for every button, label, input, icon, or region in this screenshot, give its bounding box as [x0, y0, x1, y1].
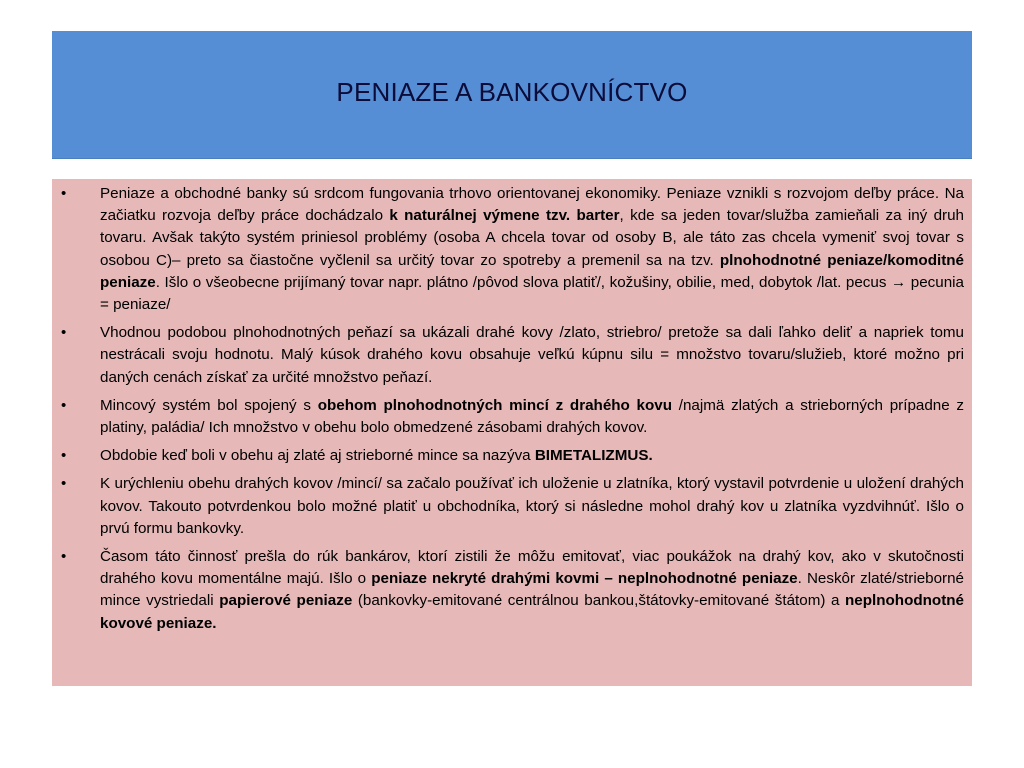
bullet-text: [100, 475, 964, 536]
text-run: . Neskôr zlaté/strieborné mince vystriedali: [100, 570, 964, 610]
bullet-icon: •: [61, 548, 67, 566]
bullet-text: [100, 548, 964, 632]
text-run: Mincový systém bol spojený s: [100, 396, 318, 414]
bullet-icon: •: [61, 475, 67, 493]
bullet-icon: •: [61, 324, 67, 342]
bold-run: neplnohodnotné kovové peniaze.: [100, 592, 964, 632]
text-run: Peniaze a obchodné banky sú srdcom fungovania trhovo orientovanej ekonomiky. Peniaze vznikli s rozvojom deľby práce. Na začiatku rozvoja deľby práce dochádzalo: [100, 185, 964, 225]
text-run: Časom táto činnosť prešla do rúk bankárov, ktorí zistili že môžu emitovať, viac poukážok na drahý kov, ako v skutočnosti drahého kovu momentálne majú. Išlo o: [100, 548, 964, 588]
bullet-item-1: [52, 183, 964, 316]
slide-title: PENIAZE A BANKOVNÍCTVO: [336, 77, 688, 107]
text-run: Vhodnou podobou plnohodnotných peňazí sa ukázali drahé kovy /zlato, striebro/ pretože sa dali ľahko deliť a napriek tomu nestrácali svoju hodnotu. Malý kúsok drahého kovu obsahuje veľkú kúpnu silu = množstvo tovaru/služieb, ktoré možno pri daných cenách získať za určité množstvo peňazí.: [100, 324, 964, 386]
bullet-item-4: [52, 445, 964, 467]
text-run: Obdobie keď boli v obehu aj zlaté aj strieborné mince sa nazýva: [100, 447, 535, 465]
bullet-icon: •: [61, 447, 67, 465]
bold-run: BIMETALIZMUS.: [534, 447, 653, 465]
bold-run: plnohodnotné peniaze/komoditné peniaze: [100, 251, 964, 291]
bullet-text: [100, 447, 653, 464]
bullet-icon: •: [61, 396, 67, 414]
bold-run: papierové peniaze: [219, 592, 353, 610]
bullet-text: [100, 324, 964, 385]
bullet-item-3: [52, 395, 964, 439]
bullet-item-6: [52, 546, 964, 635]
title-banner: [52, 31, 972, 159]
bold-run: obehom plnohodnotných mincí z drahého kovu: [317, 396, 673, 414]
text-run: . Išlo o všeobecne prijímaný tovar napr. plátno /pôvod slova platiť/, kožušiny, obilie, med, dobytok /lat. pecus → pecunia = peniaze/: [100, 273, 964, 314]
text-run: /najmä zlatých a strieborných prípadne z platiny, paládia/ Ich množstvo v obehu bolo obmedzené zásobami drahých kovov.: [100, 396, 965, 437]
bold-run: peniaze nekryté drahými kovmi – neplnohodnotné peniaze: [371, 570, 798, 588]
text-run: (bankovky-emitované centrálnou bankou,štátovky-emitované štátom) a: [352, 592, 846, 610]
text-run: K urýchleniu obehu drahých kovov /mincí/ sa začalo používať ich uloženie u zlatníka, ktorý vystavil potvrdenie u uložení drahých kovov. Takouto potvrdenkou bolo možné platiť u obchodníka, ktorý si následne mohol drahý kov u zlatníka vyzdvihnúť. Išlo o prvú formu bankovky.: [100, 475, 964, 537]
bullet-item-5: [52, 473, 964, 540]
bold-run: k naturálnej výmene tzv. barter: [389, 207, 620, 225]
bullet-icon: •: [61, 185, 67, 202]
text-run: , kde sa jeden tovar/služba zamieňali za iný druh tovaru. Avšak takýto systém priniesol problémy (osoba A chcela tovar od osoby B, ale táto zas chcela vymeniť svoj tovar s osobou C)– preto sa čiastočne vyčlenil sa určitý tovar zo spotreby a premenil sa na tzv.: [100, 207, 964, 269]
bullet-item-2: [52, 322, 964, 389]
bullet-text: [100, 185, 964, 313]
bullet-list: [52, 183, 964, 641]
bullet-text: [100, 397, 964, 436]
